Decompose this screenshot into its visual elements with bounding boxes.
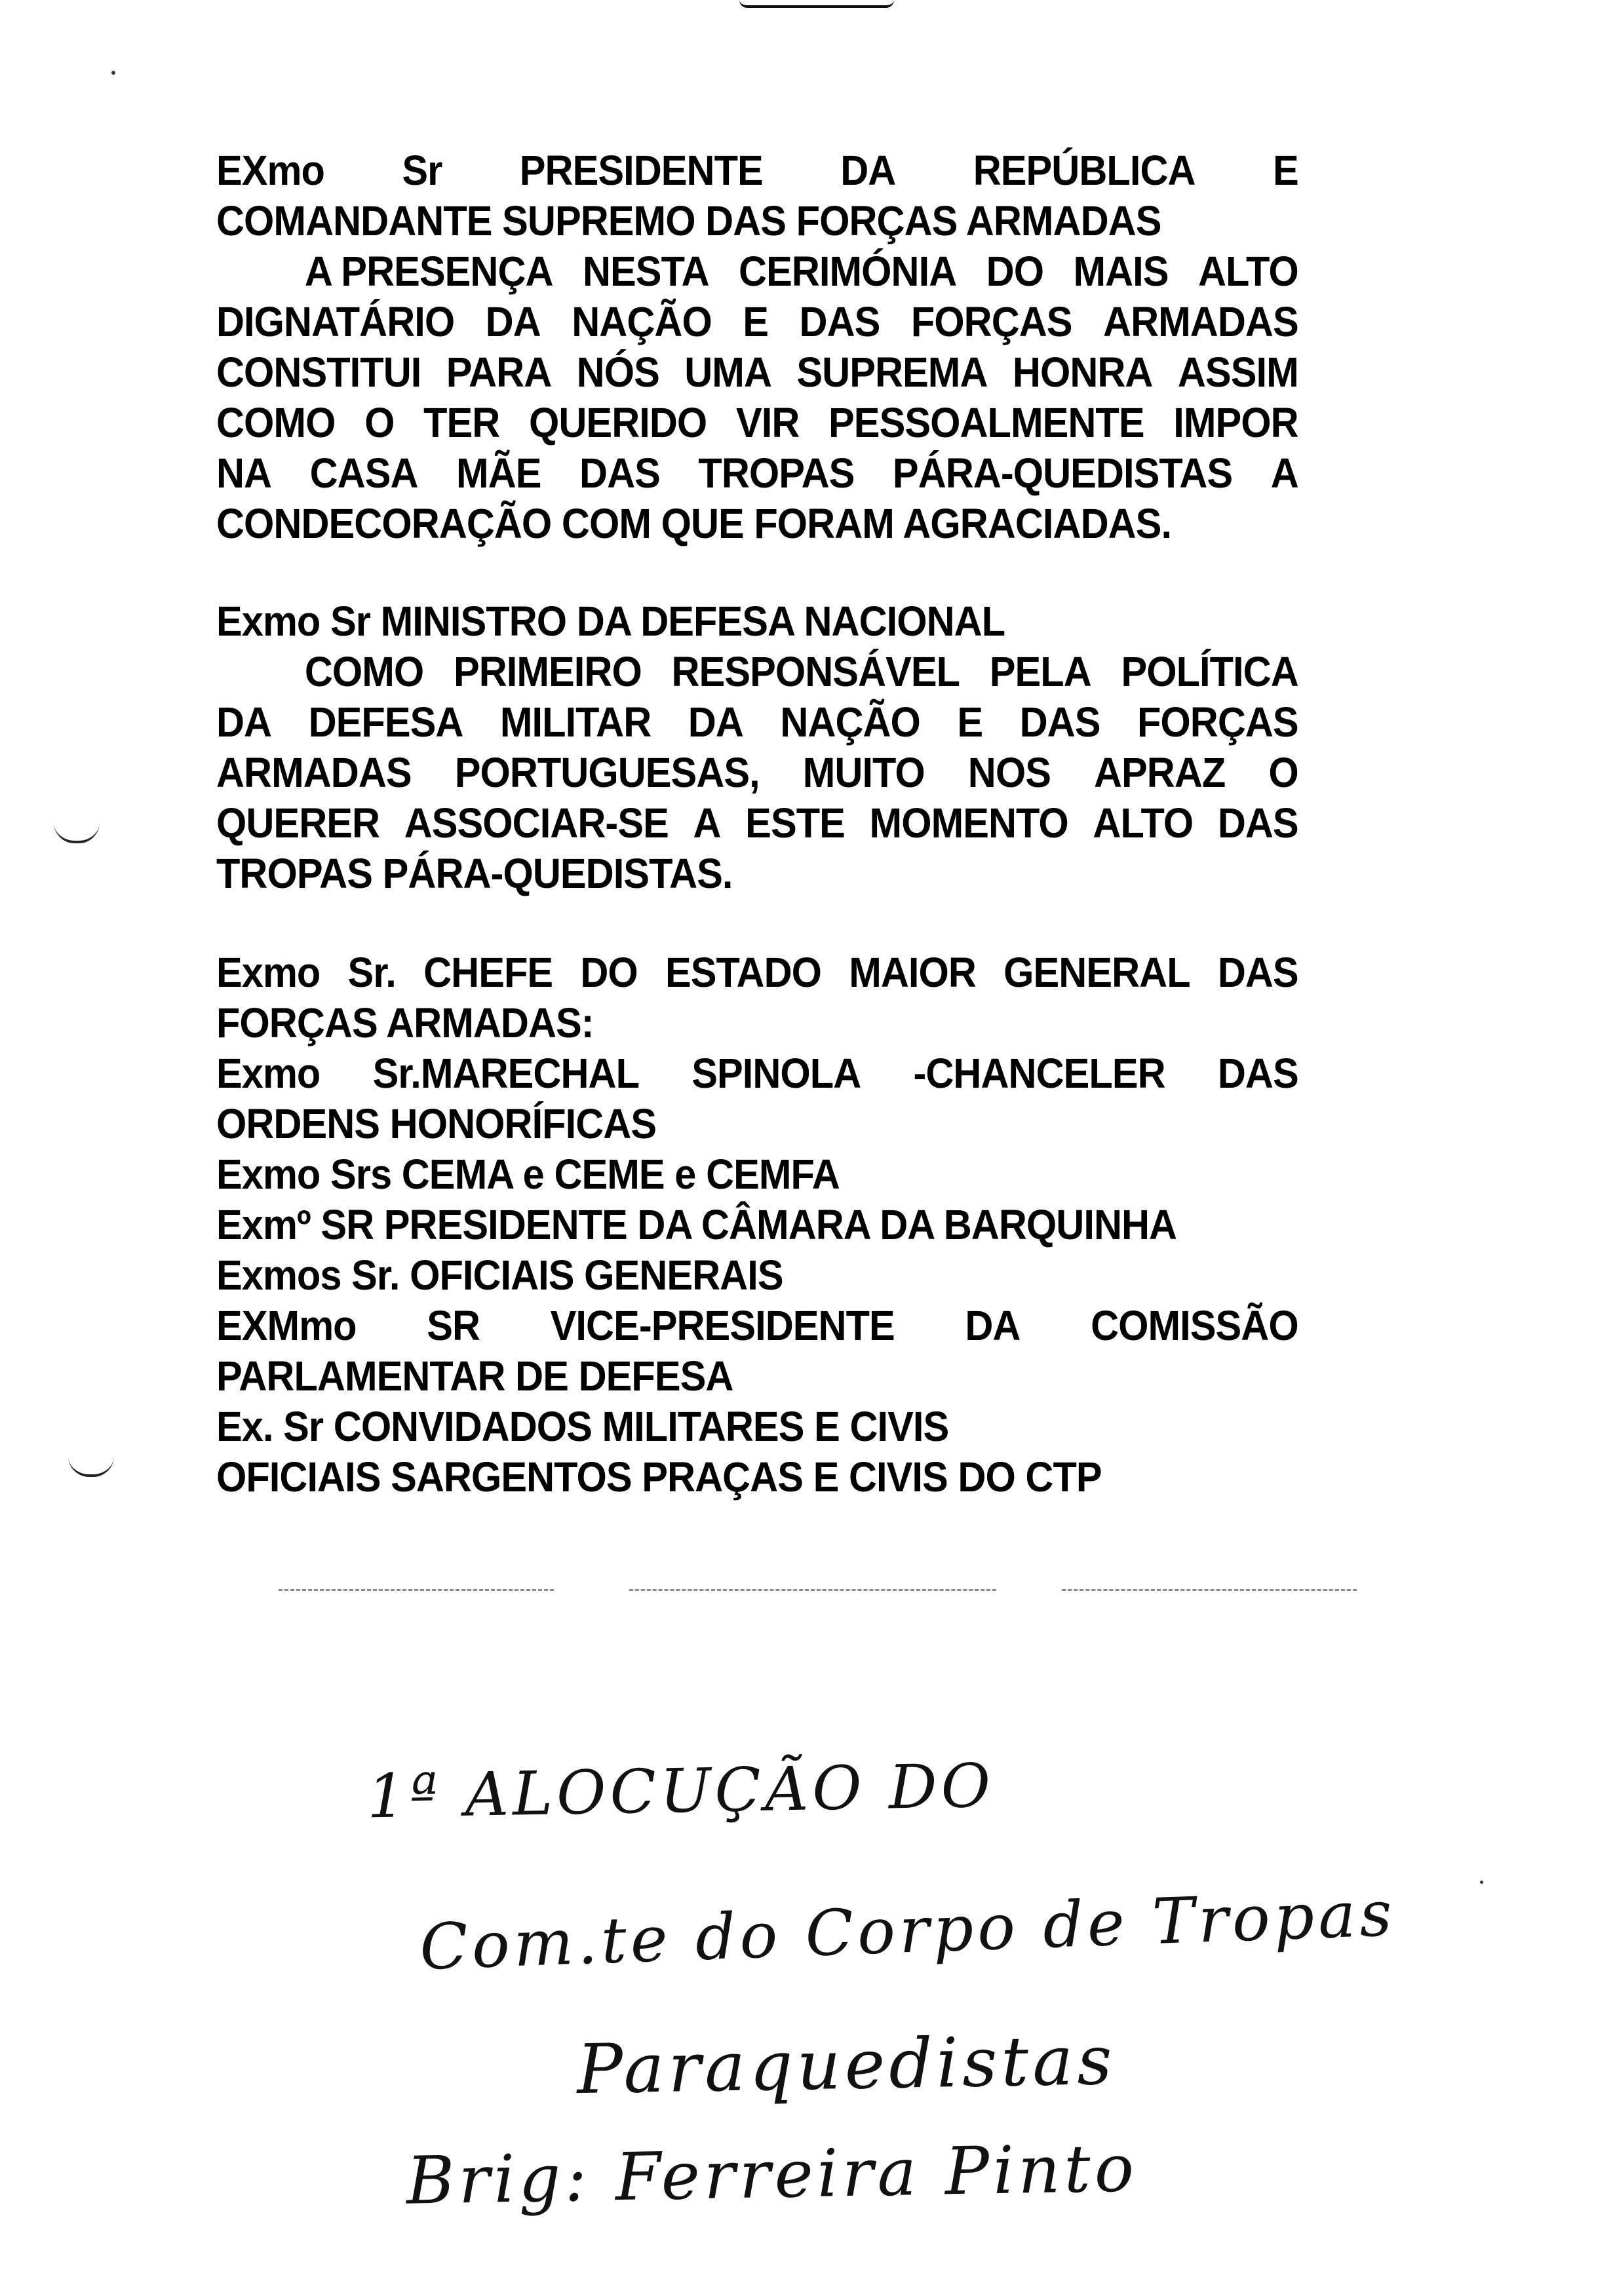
addressee-line: [216, 1301, 1298, 1351]
word: ASSIM: [1177, 349, 1298, 396]
punch-hole-mark: [54, 822, 100, 843]
body-line: [216, 398, 1298, 448]
word: A: [693, 799, 721, 847]
word: DEFESA: [308, 698, 463, 746]
addressee-line: PARLAMENTAR DE DEFESA: [216, 1352, 733, 1400]
word: NA: [216, 450, 272, 497]
word: PELA: [989, 648, 1091, 695]
word: MOMENTO: [869, 799, 1068, 847]
word: -CHANCELER: [913, 1050, 1165, 1097]
word: CONSTITUI: [216, 349, 421, 396]
word: QUERIDO: [529, 399, 707, 446]
word: O: [364, 399, 395, 446]
body-line-last: TROPAS PÁRA-QUEDISTAS.: [216, 850, 733, 897]
handwritten-note-line: 1ª ALOCUÇÃO DO: [366, 1750, 995, 1832]
word: DA: [485, 298, 541, 345]
word: DA: [840, 147, 896, 194]
word: CASA: [309, 450, 418, 497]
word: ASSOCIAR-SE: [404, 799, 669, 847]
word: NESTA: [582, 248, 709, 295]
word: QUERER: [216, 799, 380, 847]
word: DAS: [1217, 1050, 1298, 1097]
word: MAIS: [1073, 248, 1169, 295]
word: DAS: [579, 450, 660, 497]
word: SPINOLA: [691, 1050, 861, 1097]
word: ALTO: [1197, 248, 1298, 295]
word: Sr.: [347, 949, 396, 996]
body-line: [216, 798, 1298, 849]
word: FORÇAS: [1137, 698, 1298, 746]
word: E: [743, 298, 769, 345]
body-line: [216, 748, 1298, 798]
addressee-line: Ex. Sr CONVIDADOS MILITARES E CIVIS: [216, 1403, 949, 1450]
word: EXmo: [216, 147, 324, 194]
addressee-line: Exmos Sr. OFICIAIS GENERAIS: [216, 1252, 783, 1299]
word: A PRESENÇA: [304, 248, 553, 295]
word: Exmo: [216, 949, 321, 996]
handwritten-signature-line: Brig: Ferreira Pinto: [406, 2130, 1138, 2219]
word: Exmo: [216, 1050, 321, 1097]
salutation-president-block: [216, 145, 1298, 549]
word: PÁRA-QUEDISTAS: [892, 450, 1233, 497]
scan-speck: [111, 71, 115, 75]
word: COMO: [216, 399, 336, 446]
body-line: [216, 647, 1298, 697]
word: PARA: [446, 349, 552, 396]
body-line: [216, 448, 1298, 499]
body-line: [216, 246, 1298, 297]
word: ESTE: [745, 799, 845, 847]
addressee-line: Exmo Srs CEMA e CEME e CEMFA: [216, 1151, 840, 1198]
salutation-heading-line2: COMANDANTE SUPREMO DAS FORÇAS ARMADAS: [216, 197, 1161, 244]
word: DAS: [1019, 698, 1100, 746]
word: SR: [427, 1302, 480, 1349]
top-edge-mark: [739, 0, 894, 8]
scan-artifact-line: [629, 1589, 996, 1591]
word: REPÚBLICA: [973, 147, 1196, 194]
body-line: [216, 697, 1298, 748]
word: TER: [423, 399, 500, 446]
word: DA: [688, 698, 743, 746]
word: VICE-PRESIDENTE: [550, 1302, 895, 1349]
word: DO: [986, 248, 1044, 295]
word: MILITAR: [499, 698, 652, 746]
word: DA: [216, 698, 272, 746]
punch-hole-mark: [68, 1456, 114, 1477]
word: HONRA: [1012, 349, 1153, 396]
word: DIGNATÁRIO: [216, 298, 455, 345]
word: CHEFE: [423, 949, 553, 996]
word: Sr: [402, 147, 442, 194]
word: DO: [580, 949, 638, 996]
word: NÓS: [576, 349, 659, 396]
word: ARMADAS: [216, 749, 412, 796]
word: Sr.MARECHAL: [372, 1050, 640, 1097]
salutation-heading: [216, 145, 1298, 196]
word: POLÍTICA: [1121, 648, 1298, 695]
scan-speck: [1480, 1881, 1483, 1884]
word: MUITO: [802, 749, 925, 796]
addressee-line: ORDENS HONORÍFICAS: [216, 1100, 657, 1147]
word: MAIOR: [849, 949, 976, 996]
scan-artifact-line: [279, 1589, 554, 1591]
word: DAS: [799, 298, 880, 345]
addressees-block: [216, 947, 1298, 1502]
word: PORTUGUESAS,: [454, 749, 760, 796]
salutation-heading: Exmo Sr MINISTRO DA DEFESA NACIONAL: [216, 598, 1005, 645]
word: NOS: [967, 749, 1051, 796]
word: CERIMÓNIA: [739, 248, 957, 295]
word: PRESIDENTE: [519, 147, 763, 194]
body-line: [216, 297, 1298, 347]
word: ARMADAS: [1103, 298, 1298, 345]
word: E: [957, 698, 983, 746]
handwritten-note-line: Paraquedistas: [575, 2019, 1117, 2110]
word: PRIMEIRO: [453, 648, 642, 695]
addressee-line: [216, 1048, 1298, 1099]
word: APRAZ: [1093, 749, 1226, 796]
body-line: [216, 347, 1298, 398]
salutation-minister-block: [216, 596, 1298, 899]
word: A: [1270, 450, 1298, 497]
word: PESSOALMENTE: [828, 399, 1144, 446]
word: IMPOR: [1173, 399, 1298, 446]
word: FORÇAS: [910, 298, 1072, 345]
word: UMA: [684, 349, 771, 396]
word: DAS: [1217, 799, 1298, 847]
word: ALTO: [1093, 799, 1194, 847]
word: O: [1268, 749, 1298, 796]
word: ESTADO: [665, 949, 821, 996]
addressee-line: FORÇAS ARMADAS:: [216, 999, 594, 1046]
handwritten-note-line: Com.te do Corpo de Tropas: [418, 1877, 1397, 1984]
word: NAÇÃO: [572, 298, 712, 345]
word: RESPONSÁVEL: [671, 648, 960, 695]
word: DA: [965, 1302, 1021, 1349]
word: TROPAS: [698, 450, 855, 497]
word: COMO: [304, 648, 424, 695]
addressee-line: OFICIAIS SARGENTOS PRAÇAS E CIVIS DO CTP: [216, 1453, 1102, 1501]
word: COMISSÃO: [1091, 1302, 1298, 1349]
word: SUPREMA: [796, 349, 988, 396]
word: EXMmo: [216, 1302, 357, 1349]
scan-artifact-line: [1062, 1589, 1357, 1591]
word: GENERAL: [1003, 949, 1190, 996]
word: VIR: [735, 399, 800, 446]
addressee-line: Exmº SR PRESIDENTE DA CÂMARA DA BARQUINHA: [216, 1201, 1177, 1248]
word: MÃE: [456, 450, 541, 497]
addressee-line: [216, 947, 1298, 998]
word: NAÇÃO: [780, 698, 920, 746]
word: DAS: [1217, 949, 1298, 996]
body-line-last: CONDECORAÇÃO COM QUE FORAM AGRACIADAS.: [216, 500, 1172, 547]
word: E: [1272, 147, 1298, 194]
